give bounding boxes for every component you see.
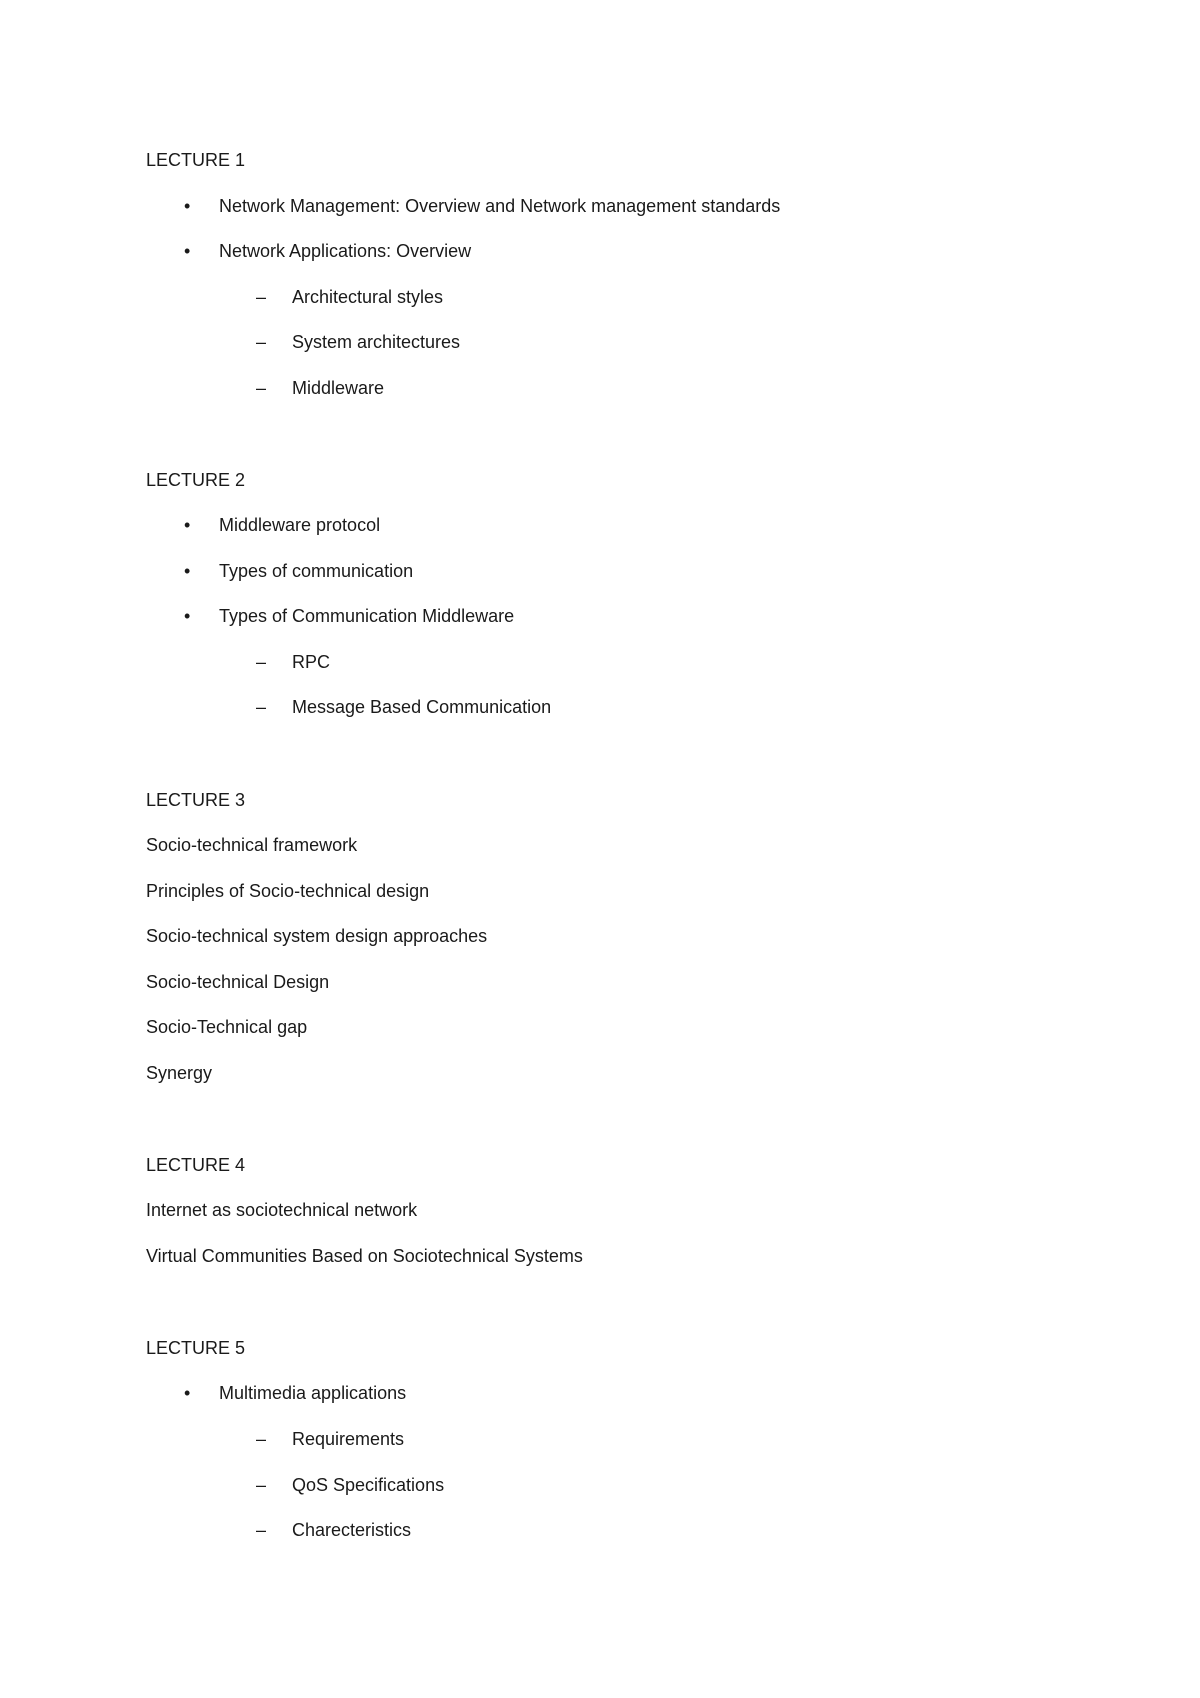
lecture-5-subitem: QoS Specifications	[292, 1475, 445, 1495]
lecture-2-item: Types of Communication Middleware	[219, 606, 515, 626]
lecture-2-subitem: Message Based Communication	[292, 697, 552, 717]
lecture-1-item: Network Applications: Overview	[219, 241, 472, 261]
lecture-2-item: Middleware protocol	[219, 515, 381, 535]
dash-icon: –	[256, 652, 267, 672]
bullet-icon: •	[184, 196, 191, 216]
lecture-3-line: Socio-Technical gap	[146, 1017, 308, 1037]
bullet-icon: •	[184, 1383, 191, 1403]
bullet-icon: •	[184, 606, 191, 626]
lecture-3-heading: LECTURE 3	[146, 790, 246, 810]
lecture-3-line: Principles of Socio-technical design	[146, 881, 430, 901]
lecture-3-line: Socio-technical Design	[146, 972, 330, 992]
lecture-4-heading: LECTURE 4	[146, 1155, 246, 1175]
dash-icon: –	[256, 332, 267, 352]
lecture-2-heading: LECTURE 2	[146, 470, 246, 490]
lecture-5-item: Multimedia applications	[219, 1383, 407, 1403]
bullet-icon: •	[184, 515, 191, 535]
dash-icon: –	[256, 697, 267, 717]
dash-icon: –	[256, 287, 267, 307]
lecture-2-subitem: RPC	[292, 652, 331, 672]
lecture-5-subitem: Requirements	[292, 1429, 405, 1449]
bullet-icon: •	[184, 241, 191, 261]
lecture-1-subitem: Middleware	[292, 378, 385, 398]
lecture-2-item: Types of communication	[219, 561, 414, 581]
lecture-3-line: Socio-technical system design approaches	[146, 926, 488, 946]
bullet-icon: •	[184, 561, 191, 581]
dash-icon: –	[256, 378, 267, 398]
dash-icon: –	[256, 1520, 267, 1540]
lecture-5-subitem: Charecteristics	[292, 1520, 412, 1540]
lecture-4-line: Virtual Communities Based on Sociotechnical Systems	[146, 1246, 583, 1266]
lecture-3-line: Socio-technical framework	[146, 835, 358, 855]
lecture-1-heading: LECTURE 1	[146, 150, 246, 170]
lecture-5-heading: LECTURE 5	[146, 1338, 246, 1358]
dash-icon: –	[256, 1475, 267, 1495]
lecture-1-item: Network Management: Overview and Network management standards	[219, 196, 781, 216]
lecture-1-subitem: System architectures	[292, 332, 461, 352]
dash-icon: –	[256, 1429, 267, 1449]
lecture-1-subitem: Architectural styles	[292, 287, 444, 307]
lecture-4-line: Internet as sociotechnical network	[146, 1200, 418, 1220]
lecture-3-line: Synergy	[146, 1063, 213, 1083]
